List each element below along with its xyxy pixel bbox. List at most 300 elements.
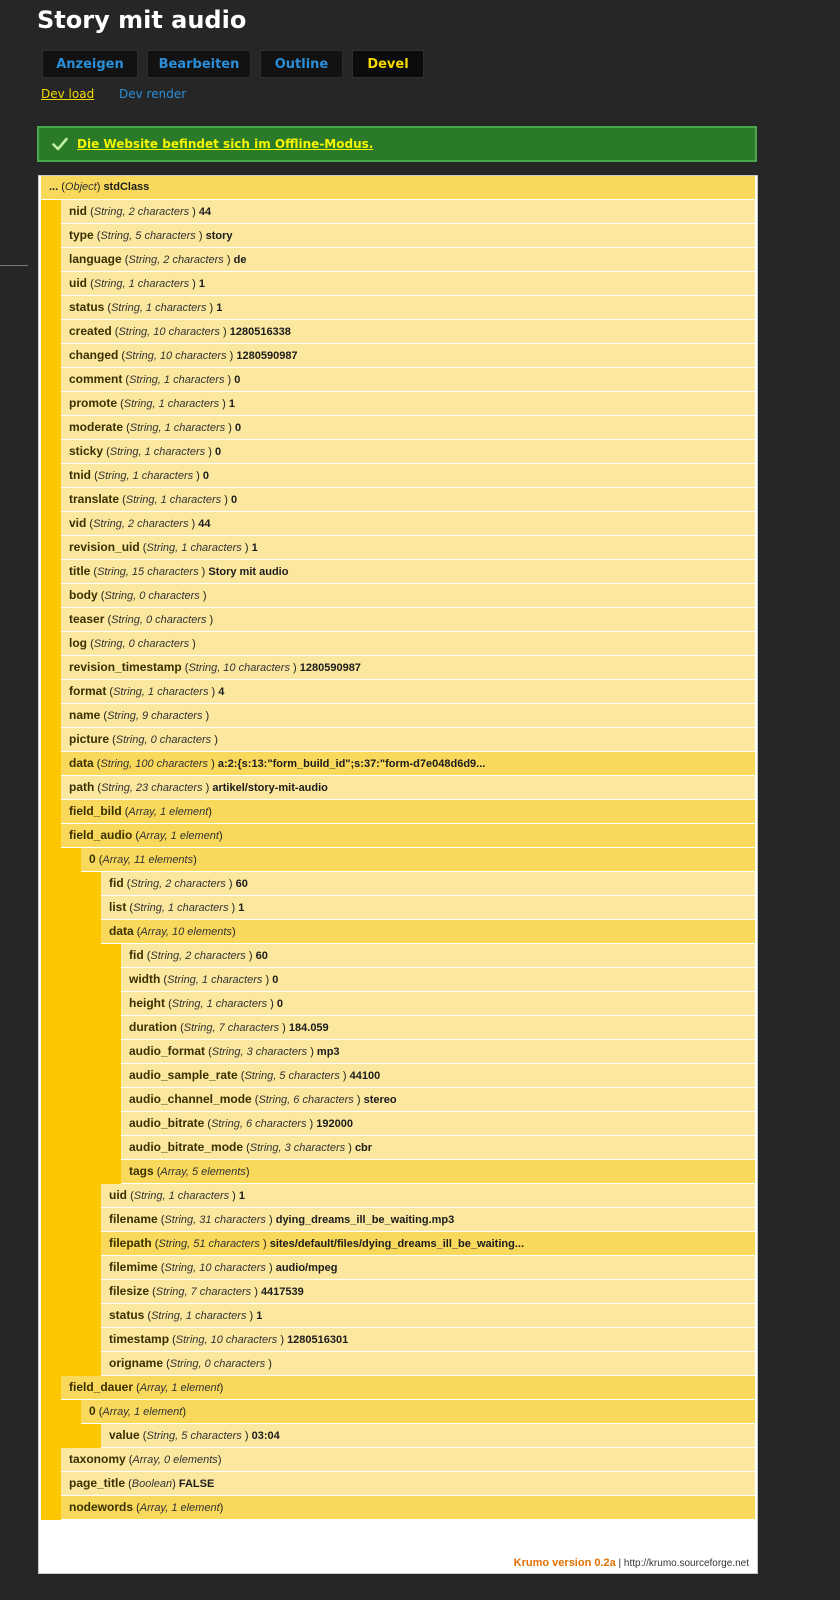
indent-bar [41, 512, 61, 536]
krumo-key: fid [129, 948, 144, 962]
krumo-key: 0 [89, 852, 96, 866]
indent-bar [81, 896, 101, 920]
indent-bar [41, 1280, 61, 1304]
indent-bar [101, 992, 121, 1016]
indent-bar [41, 1448, 61, 1472]
krumo-type: Array, 1 element [102, 1406, 183, 1418]
indent-bar [101, 944, 121, 968]
krumo-type: String, 1 characters [129, 422, 229, 434]
krumo-row: value (String, 5 characters ) 03:04 [101, 1424, 755, 1448]
indent-bar [101, 1160, 121, 1184]
krumo-key: title [69, 564, 91, 578]
indent-bar [61, 1136, 81, 1160]
krumo-value: 60 [235, 878, 248, 890]
krumo-type: String, 10 characters [118, 326, 223, 338]
krumo-key: uid [109, 1188, 127, 1202]
indent-bar [61, 1088, 81, 1112]
krumo-type: String, 10 characters [164, 1262, 269, 1274]
krumo-value: stereo [363, 1094, 397, 1106]
krumo-row: nid (String, 2 characters ) 44 [61, 200, 755, 224]
indent-bar [41, 224, 61, 248]
krumo-type: Array, 5 elements [160, 1166, 246, 1178]
krumo-type: String, 2 characters [130, 878, 229, 890]
krumo-value: 44100 [349, 1070, 381, 1082]
krumo-type: String, 1 characters [93, 278, 193, 290]
indent-bar [41, 296, 61, 320]
indent-bar [101, 1136, 121, 1160]
krumo-key: filemime [109, 1260, 158, 1274]
indent-bar [41, 344, 61, 368]
krumo-value: artikel/story-mit-audio [212, 782, 328, 794]
krumo-type: Array, 10 elements [140, 926, 232, 938]
krumo-type: Array, 0 elements [132, 1454, 218, 1466]
krumo-key: promote [69, 396, 117, 410]
indent-bar [81, 1352, 101, 1376]
indent-bar [81, 1112, 101, 1136]
krumo-key: timestamp [109, 1332, 170, 1346]
status-message-text[interactable]: Die Website befindet sich im Offline-Modus. [77, 137, 374, 151]
indent-bar [41, 872, 61, 896]
krumo-key: nodewords [69, 1500, 134, 1514]
krumo-key: tnid [69, 468, 91, 482]
indent-bar [61, 1280, 81, 1304]
indent-bar [41, 728, 61, 752]
krumo-value: 1280516338 [229, 326, 291, 338]
indent-bar [41, 1208, 61, 1232]
indent-bar [41, 1088, 61, 1112]
krumo-value: de [233, 254, 247, 266]
krumo-value: 0 [234, 374, 241, 386]
krumo-row: type (String, 5 characters ) story [61, 224, 755, 248]
indent-bar [41, 1136, 61, 1160]
krumo-dump [38, 175, 758, 1574]
krumo-row: format (String, 1 characters ) 4 [61, 680, 755, 704]
krumo-value: Story mit audio [208, 566, 289, 578]
krumo-type: Array, 11 elements [102, 854, 194, 866]
indent-bar [41, 248, 61, 272]
krumo-key: audio_bitrate_mode [129, 1140, 244, 1154]
krumo-type: String, 1 characters [151, 1310, 250, 1322]
krumo-row: width (String, 1 characters ) 0 [121, 968, 755, 992]
indent-bar [41, 704, 61, 728]
krumo-key: revision_timestamp [69, 660, 182, 674]
krumo-type: String, 15 characters [97, 566, 202, 578]
krumo-row: language (String, 2 characters ) de [61, 248, 755, 272]
krumo-key: 0 [89, 1404, 96, 1418]
krumo-type: String, 7 characters [155, 1286, 255, 1298]
indent-bar [61, 1424, 81, 1448]
krumo-value: mp3 [316, 1046, 340, 1058]
indent-bar [41, 1184, 61, 1208]
krumo-key: filepath [109, 1236, 152, 1250]
krumo-key: audio_bitrate [129, 1116, 205, 1130]
krumo-key: revision_uid [69, 540, 140, 554]
krumo-row: origname (String, 0 characters ) [101, 1352, 755, 1376]
krumo-key: comment [69, 372, 123, 386]
krumo-type: String, 10 characters [175, 1334, 281, 1346]
krumo-type: Boolean [131, 1478, 173, 1490]
indent-bar [101, 968, 121, 992]
indent-bar [81, 1136, 101, 1160]
indent-bar [41, 656, 61, 680]
krumo-row: uid (String, 1 characters ) 1 [101, 1184, 755, 1208]
krumo-key: sticky [69, 444, 104, 458]
krumo-key: status [109, 1308, 145, 1322]
tab-bearbeiten[interactable]: Bearbeiten [147, 50, 251, 78]
indent-bar [41, 1400, 61, 1424]
krumo-type: String, 5 characters [100, 230, 199, 242]
krumo-key: audio_sample_rate [129, 1068, 238, 1082]
krumo-row[interactable]: data (Array, 10 elements) [101, 920, 755, 944]
indent-bar [41, 200, 61, 224]
tab-devel[interactable]: Devel [352, 50, 424, 78]
indent-bar [41, 944, 61, 968]
krumo-key: moderate [69, 420, 124, 434]
krumo-link[interactable]: http://krumo.sourceforge.net [623, 1558, 749, 1569]
krumo-value: 0 [230, 494, 238, 506]
krumo-key: created [69, 324, 112, 338]
indent-bar [41, 1328, 61, 1352]
krumo-type: String, 5 characters [146, 1430, 245, 1442]
krumo-row[interactable]: 0 (Array, 1 element) [81, 1400, 755, 1424]
indent-bar [61, 1184, 81, 1208]
krumo-key: width [129, 972, 161, 986]
indent-bar [81, 1304, 101, 1328]
krumo-key: audio_channel_mode [129, 1092, 252, 1106]
krumo-key: fid [109, 876, 124, 890]
krumo-row: duration (String, 7 characters ) 184.059 [121, 1016, 755, 1040]
krumo-row[interactable]: filepath (String, 51 characters ) sites/default/files/dying_dreams_ill_be_waiting... [101, 1232, 755, 1256]
krumo-row: audio_format (String, 3 characters ) mp3 [121, 1040, 755, 1064]
krumo-value: stdClass [103, 181, 150, 193]
krumo-type: String, 51 characters [158, 1238, 263, 1250]
krumo-row: list (String, 1 characters ) 1 [101, 896, 755, 920]
indent-bar [41, 1160, 61, 1184]
krumo-row: audio_bitrate_mode (String, 3 characters ) cbr [121, 1136, 755, 1160]
krumo-type: Array, 1 element [139, 1382, 220, 1394]
krumo-value: 0 [214, 446, 222, 458]
indent-bar [41, 896, 61, 920]
indent-bar [81, 1184, 101, 1208]
krumo-row: filename (String, 31 characters ) dying_dreams_ill_be_waiting.mp3 [101, 1208, 755, 1232]
indent-bar [81, 968, 101, 992]
krumo-type: String, 0 characters [111, 614, 210, 626]
krumo-type: String, 9 characters [107, 710, 206, 722]
krumo-type: String, 1 characters [133, 1190, 233, 1202]
krumo-row: audio_bitrate (String, 6 characters ) 192000 [121, 1112, 755, 1136]
krumo-type: String, 2 characters [128, 254, 227, 266]
subtab-dev-render[interactable]: Dev render [119, 87, 187, 101]
krumo-row: picture (String, 0 characters ) [61, 728, 755, 752]
krumo-key: language [69, 252, 122, 266]
krumo-row: vid (String, 2 characters ) 44 [61, 512, 755, 536]
krumo-value: cbr [354, 1142, 373, 1154]
krumo-type: Array, 1 element [128, 806, 209, 818]
indent-bar [61, 872, 81, 896]
krumo-key: path [69, 780, 95, 794]
indent-bar [41, 1112, 61, 1136]
krumo-type: String, 1 characters [146, 542, 245, 554]
krumo-type: String, 2 characters [93, 518, 192, 530]
krumo-row: name (String, 9 characters ) [61, 704, 755, 728]
indent-bar [41, 752, 61, 776]
krumo-key: field_dauer [69, 1380, 134, 1394]
krumo-value: 4 [218, 686, 225, 698]
krumo-row: comment (String, 1 characters ) 0 [61, 368, 755, 392]
indent-bar [41, 416, 61, 440]
krumo-row[interactable]: field_dauer (Array, 1 element) [61, 1376, 755, 1400]
indent-bar [81, 1256, 101, 1280]
krumo-value: 0 [202, 470, 210, 482]
krumo-row: status (String, 1 characters ) 1 [101, 1304, 755, 1328]
indent-bar [81, 1040, 101, 1064]
krumo-key: field_bild [69, 804, 122, 818]
krumo-value: 1 [251, 542, 258, 554]
krumo-value: 192000 [316, 1118, 353, 1130]
krumo-row[interactable]: data (String, 100 characters ) a:2:{s:13:"form_build_id";s:37:"form-d7e048d6d9... [61, 752, 755, 776]
krumo-type: String, 1 characters [111, 302, 210, 314]
indent-bar [41, 632, 61, 656]
indent-bar [101, 1088, 121, 1112]
indent-bar [61, 1256, 81, 1280]
indent-bar [81, 1208, 101, 1232]
krumo-row[interactable]: field_audio (Array, 1 element) [61, 824, 755, 848]
status-message [37, 126, 757, 162]
indent-bar [101, 1016, 121, 1040]
krumo-type: String, 0 characters [93, 638, 193, 650]
krumo-type: String, 2 characters [150, 950, 249, 962]
krumo-type: String, 5 characters [244, 1070, 343, 1082]
krumo-value: 0 [276, 998, 284, 1010]
indent-bar [61, 944, 81, 968]
indent-bar [61, 1112, 81, 1136]
krumo-value: 60 [255, 950, 268, 962]
krumo-row: revision_timestamp (String, 10 characters ) 1280590987 [61, 656, 755, 680]
krumo-type: String, 1 characters [97, 470, 197, 482]
subtab-dev-load[interactable]: Dev load [41, 87, 95, 101]
krumo-key: filesize [109, 1284, 150, 1298]
krumo-type: String, 0 characters [104, 590, 203, 602]
krumo-value: a:2:{s:13:"form_build_id";s:37:"form-d7e048d6d9... [217, 758, 486, 770]
krumo-type: String, 0 characters [169, 1358, 269, 1370]
krumo-type: String, 1 characters [171, 998, 271, 1010]
krumo-row: taxonomy (Array, 0 elements) [61, 1448, 755, 1472]
krumo-row[interactable]: tags (Array, 5 elements) [121, 1160, 755, 1184]
indent-bar [81, 1424, 101, 1448]
krumo-value: 1 [256, 1310, 263, 1322]
krumo-row[interactable]: ... (Object) stdClass [41, 176, 755, 200]
indent-bar [61, 1232, 81, 1256]
krumo-type: String, 100 characters [100, 758, 212, 770]
krumo-value: 1280590987 [236, 350, 298, 362]
checkmark-icon [52, 136, 68, 152]
krumo-row: moderate (String, 1 characters ) 0 [61, 416, 755, 440]
krumo-row: changed (String, 10 characters ) 1280590987 [61, 344, 755, 368]
indent-bar [41, 1472, 61, 1496]
krumo-type: String, 6 characters [258, 1094, 357, 1106]
krumo-key: teaser [69, 612, 105, 626]
indent-bar [61, 1304, 81, 1328]
indent-bar [41, 560, 61, 584]
krumo-type: String, 0 characters [115, 734, 215, 746]
indent-bar [101, 1112, 121, 1136]
krumo-key: vid [69, 516, 87, 530]
krumo-value: 184.059 [288, 1022, 329, 1034]
krumo-value: 1 [198, 278, 206, 290]
krumo-value: 44 [198, 518, 211, 530]
indent-bar [41, 1496, 61, 1520]
krumo-value: audio/mpeg [275, 1262, 338, 1274]
krumo-key: duration [129, 1020, 177, 1034]
krumo-key: picture [69, 732, 110, 746]
indent-bar [61, 896, 81, 920]
indent-bar [41, 848, 61, 872]
krumo-key: origname [109, 1356, 164, 1370]
krumo-row: status (String, 1 characters ) 1 [61, 296, 755, 320]
indent-bar [61, 1400, 81, 1424]
krumo-row: log (String, 0 characters ) [61, 632, 755, 656]
krumo-row: promote (String, 1 characters ) 1 [61, 392, 755, 416]
krumo-value: 0 [234, 422, 242, 434]
krumo-row: filesize (String, 7 characters ) 4417539 [101, 1280, 755, 1304]
krumo-row: page_title (Boolean) FALSE [61, 1472, 755, 1496]
indent-bar [41, 1232, 61, 1256]
krumo-value: 1 [228, 398, 236, 410]
krumo-type: String, 1 characters [167, 974, 266, 986]
krumo-key: status [69, 300, 105, 314]
indent-bar [41, 800, 61, 824]
krumo-key: format [69, 684, 107, 698]
krumo-key: nid [69, 204, 87, 218]
krumo-value: sites/default/files/dying_dreams_ill_be_waiting... [269, 1238, 525, 1250]
krumo-value: 1 [238, 902, 245, 914]
krumo-type: Array, 1 element [139, 1502, 220, 1514]
indent-bar [61, 1016, 81, 1040]
indent-bar [81, 1280, 101, 1304]
krumo-row: created (String, 10 characters ) 1280516338 [61, 320, 755, 344]
tab-outline[interactable]: Outline [260, 50, 343, 78]
indent-bar [41, 824, 61, 848]
krumo-row: audio_channel_mode (String, 6 characters ) stereo [121, 1088, 755, 1112]
krumo-key: taxonomy [69, 1452, 126, 1466]
indent-bar [61, 1064, 81, 1088]
krumo-row: fid (String, 2 characters ) 60 [121, 944, 755, 968]
left-divider [0, 265, 28, 266]
indent-bar [81, 1232, 101, 1256]
krumo-value: 0 [272, 974, 279, 986]
indent-bar [61, 920, 81, 944]
krumo-key: page_title [69, 1476, 126, 1490]
krumo-row: audio_sample_rate (String, 5 characters ) 44100 [121, 1064, 755, 1088]
indent-bar [81, 992, 101, 1016]
indent-bar [81, 920, 101, 944]
krumo-value: 44 [198, 206, 212, 218]
krumo-value: 1 [238, 1190, 246, 1202]
indent-bar [41, 992, 61, 1016]
krumo-row: path (String, 23 characters ) artikel/story-mit-audio [61, 776, 755, 800]
krumo-type: String, 1 characters [133, 902, 232, 914]
krumo-row: tnid (String, 1 characters ) 0 [61, 464, 755, 488]
krumo-value: 03:04 [251, 1430, 280, 1442]
krumo-key: value [109, 1428, 140, 1442]
krumo-row[interactable]: field_bild (Array, 1 element) [61, 800, 755, 824]
indent-bar [41, 1016, 61, 1040]
krumo-key: changed [69, 348, 119, 362]
krumo-type: String, 23 characters [101, 782, 206, 794]
krumo-footer [39, 1553, 755, 1573]
krumo-key: tags [129, 1164, 154, 1178]
krumo-row[interactable]: nodewords (Array, 1 element) [61, 1496, 755, 1520]
krumo-value: 1 [216, 302, 223, 314]
krumo-key: height [129, 996, 165, 1010]
krumo-key: body [69, 588, 98, 602]
krumo-type: Object [64, 181, 97, 193]
krumo-type: String, 3 characters [249, 1142, 349, 1154]
krumo-value: 4417539 [260, 1286, 304, 1298]
krumo-key: type [69, 228, 94, 242]
indent-bar [81, 872, 101, 896]
indent-bar [41, 320, 61, 344]
indent-bar [81, 1328, 101, 1352]
krumo-key: translate [69, 492, 120, 506]
krumo-type: String, 1 characters [125, 494, 225, 506]
krumo-row: filemime (String, 10 characters ) audio/mpeg [101, 1256, 755, 1280]
krumo-row: title (String, 15 characters ) Story mit audio [61, 560, 755, 584]
indent-bar [41, 1304, 61, 1328]
krumo-row: fid (String, 2 characters ) 60 [101, 872, 755, 896]
krumo-type: String, 6 characters [211, 1118, 310, 1130]
indent-bar [81, 1088, 101, 1112]
krumo-key: filename [109, 1212, 158, 1226]
indent-bar [41, 1064, 61, 1088]
krumo-row: timestamp (String, 10 characters ) 1280516301 [101, 1328, 755, 1352]
indent-bar [41, 1256, 61, 1280]
indent-bar [61, 1352, 81, 1376]
indent-bar [41, 1424, 61, 1448]
krumo-type: Array, 1 element [139, 830, 219, 842]
krumo-row[interactable]: 0 (Array, 11 elements) [81, 848, 755, 872]
krumo-key: data [69, 756, 94, 770]
krumo-type: String, 1 characters [113, 686, 212, 698]
indent-bar [41, 464, 61, 488]
indent-bar [41, 536, 61, 560]
indent-bar [41, 968, 61, 992]
krumo-type: String, 31 characters [164, 1214, 269, 1226]
krumo-key: list [109, 900, 127, 914]
tab-anzeigen[interactable]: Anzeigen [42, 50, 138, 78]
indent-bar [41, 680, 61, 704]
indent-bar [41, 584, 61, 608]
krumo-value: FALSE [178, 1478, 215, 1490]
krumo-value: 1280590987 [299, 662, 361, 674]
krumo-type: String, 2 characters [93, 206, 193, 218]
indent-bar [41, 608, 61, 632]
krumo-key: audio_format [129, 1044, 206, 1058]
krumo-row: revision_uid (String, 1 characters ) 1 [61, 536, 755, 560]
indent-bar [61, 1160, 81, 1184]
krumo-prefix: ... [49, 181, 62, 193]
indent-bar [101, 1064, 121, 1088]
indent-bar [41, 488, 61, 512]
krumo-key: data [109, 924, 134, 938]
krumo-value: dying_dreams_ill_be_waiting.mp3 [275, 1214, 455, 1226]
indent-bar [81, 944, 101, 968]
indent-bar [41, 1376, 61, 1400]
krumo-type: String, 1 characters [129, 374, 228, 386]
indent-bar [61, 968, 81, 992]
indent-bar [41, 368, 61, 392]
indent-bar [61, 1208, 81, 1232]
